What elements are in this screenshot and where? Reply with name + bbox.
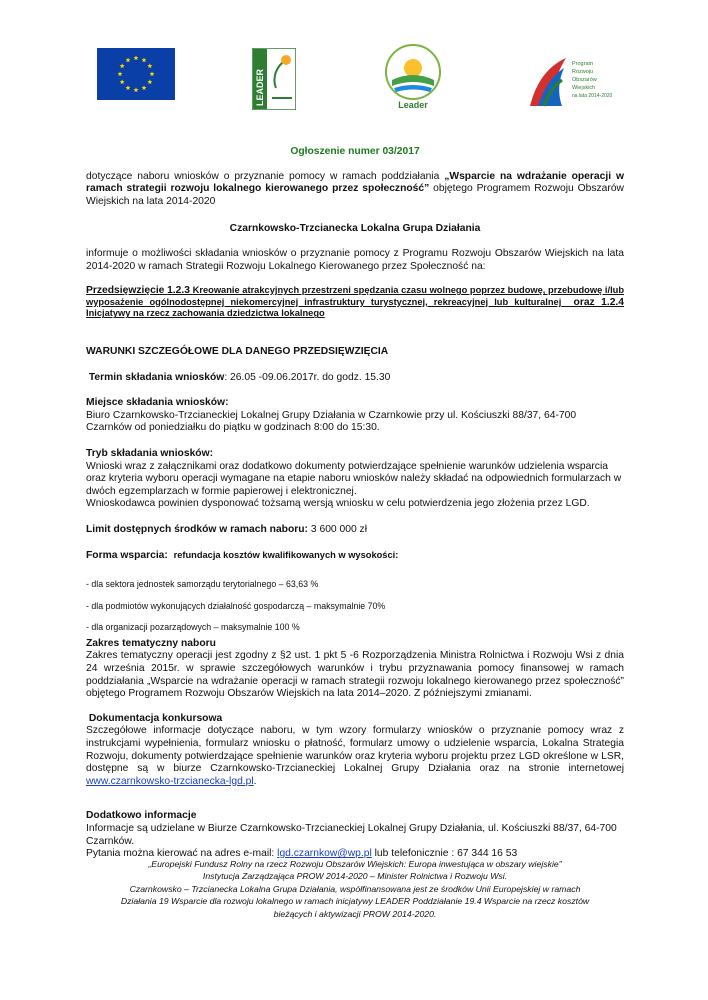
footer-line: bieżących i aktywizacji PROW 2014-2020. (273, 908, 437, 919)
footer-line: Działania 19 Wsparcie dla rozwoju lokalnego w ramach inicjatywy LEADER Poddziałanie 19.4 Wsparcie na rzecz kosztów (120, 896, 590, 907)
leader-logo (252, 48, 296, 110)
lgd-leader-logo (380, 42, 446, 112)
announcement-body (86, 146, 624, 861)
termin-line: Termin składania wniosków: 26.05 -09.06.2017r. do godz. 15.30 (88, 371, 391, 383)
list-item: - dla organizacji pozarządowych – maksymalnie 100 % (86, 622, 300, 633)
tryb-heading: Tryb składania wniosków: (86, 447, 214, 459)
svg-text:Obszarów: Obszarów (572, 77, 597, 83)
svg-text:na lata 2014-2020: na lata 2014-2020 (572, 93, 613, 99)
inform-paragraph: informuje o możliwości składania wniosków o przyznanie pomocy z Programu Rozwoju Obszarów Wiejskich na lata 2014-2020 w ramach Strategii Rozwoju Lokalnego Kierowanego przez Społeczność na: (86, 247, 624, 272)
website-link[interactable]: www.czarnkowsko-trzcianecka-lgd.pl (86, 775, 254, 787)
zakres-text: Zakres tematyczny operacji jest zgodny z §2 ust. 1 pkt 5 -6 Rozporządzenia Ministra Rolnictwa i Rozwoju Wsi z dnia 24 września 2015r. w sprawie szczegółowych warunków i trybu przyznawania pomocy finansowej w ramach poddziałania „Wsparcie na wdrażanie operacji w ramach strategii rozwoju lokalnego kierowanego przez społeczność” objętego Programem Rozwoju Obszarów Wiejskich na lata 2014–2020. Z późniejszymi zmianami. (86, 650, 624, 700)
list-item: - dla sektora jednostek samorządu terytorialnego – 63,63 % (86, 579, 319, 590)
footer-line: Czarnkowsko – Trzcianecka Lokalna Grupa Działania, współfinansowana jest ze środków Unii Europejskiej w ramach (129, 883, 581, 894)
page-title: Ogłoszenie numer 03/2017 (290, 146, 420, 157)
forma-line: Forma wsparcia: refundacja kosztów kwalifikowanych w wysokości: (86, 550, 399, 562)
contact-line: Pytania można kierować na adres e-mail: lgd.czarnkow@wp.pl lub telefonicznie : 67 344 16 53 (86, 848, 518, 860)
przedsiewziecie-paragraph: Przedsięwzięcie 1.2.3 Kreowanie atrakcyjnych przestrzeni spędzania czasu wolnego poprzez budowę, przebudowę i/lub wyposażenie ogólnodostępnej niekomercyjnej infrastruktury turystycznej, rekreacyjnej lub kulturalnej oraz 1.2.4 Inicjatywy na rzecz zachowania dziedzictwa lokalnego (86, 285, 625, 319)
dokumentacja-heading: Dokumentacja konkursowa (88, 712, 223, 724)
limit-line: Limit dostępnych środków w ramach naboru: 3 600 000 zł (86, 523, 367, 535)
lgd-leader-logo-text: Leader (398, 100, 428, 110)
tryb-text: Wnioski wraz z załącznikami oraz dodatkowo dokumenty potwierdzające spełnienie warunków udzielenia wsparcia oraz kryteria wyboru operacji wymagane na etapie naboru wniosków należy składać na odpowiednich formularzach w dwóch egzemplarzach w formie papierowej i elektronicznej. (86, 460, 622, 497)
dokumentacja-text: Szczegółowe informacje dotyczące naboru, w tym wzory formularzy wniosków o przyznanie pomocy wraz z instrukcjami wypełnienia, formularz wniosku o płatność, formularz umowy o udzielenie wsparcia, Lokalna Strategia Rozwoju, dokumenty potwierdzające spełnienie warunków oraz kryteria wyboru projektu przez LGD określone w LSR, dostępne są w biurze Czarnkowsko-Trzcianeckiej Lokalnej Grupy Działania oraz na stronie internetowej www.czarnkowsko-trzcianecka-lgd.pl. (86, 725, 624, 787)
dodatkowo-text: Informacje są udzielane w Biurze Czarnkowsko-Trzcianeckiej Lokalnej Grupy Działania, ul. Kościuszki 88/37, 64-700 Czarnków. (86, 822, 617, 847)
zakres-heading: Zakres tematyczny naboru (86, 637, 216, 649)
svg-text:Wiejskich: Wiejskich (572, 85, 596, 91)
svg-text:Program: Program (572, 61, 594, 67)
leader-logo-text: LEADER (255, 68, 265, 106)
footer-line: „Europejski Fundusz Rolny na rzecz Rozwoju Obszarów Wiejskich: Europa inwestująca w obszary wiejskie” (148, 859, 562, 869)
logo-bar (0, 40, 708, 120)
list-item: - dla podmiotów wykonujących działalność gospodarczą – maksymalnie 70% (86, 600, 386, 611)
org-name: Czarnkowsko-Trzcianecka Lokalna Grupa Działania (229, 223, 481, 235)
svg-text:Rozwoju: Rozwoju (572, 69, 594, 75)
prow-logo (526, 52, 620, 110)
miejsce-text: Biuro Czarnkowsko-Trzcianeckiej Lokalnej Grupy Działania w Czarnkowie przy ul. Kościuszki 88/37, 64-700 Czarnków od poniedziałku do piątku w godzinach 8:00 do 15:30. (86, 409, 577, 434)
email-link[interactable]: lgd.czarnkow@wp.pl (277, 848, 372, 860)
eu-flag-logo (97, 48, 175, 100)
footer-line: Instytucja Zarządzająca PROW 2014-2020 – Minister Rolnictwa i Rozwoju Wsi. (202, 871, 508, 882)
dodatkowo-heading: Dodatkowo informacje (86, 810, 197, 822)
footer-note (80, 858, 630, 920)
intro-paragraph: dotyczące naboru wniosków o przyznanie pomocy w ramach poddziałania „Wsparcie na wdrażanie operacji w ramach strategii rozwoju lokalnego kierowanego przez społeczność” objętego Programem Rozwoju Obszarów Wiejskich na lata 2014-2020 (86, 170, 624, 207)
miejsce-heading: Miejsce składania wniosków: (86, 397, 229, 409)
tryb-text-2: Wnioskodawca powinien dysponować tożsamą wersją wniosku w celu potwierdzenia jego złożenia przez LGD. (86, 498, 590, 510)
warunki-heading: WARUNKI SZCZEGÓŁOWE DLA DANEGO PRZEDSIĘWZIĘCIA (86, 345, 389, 357)
